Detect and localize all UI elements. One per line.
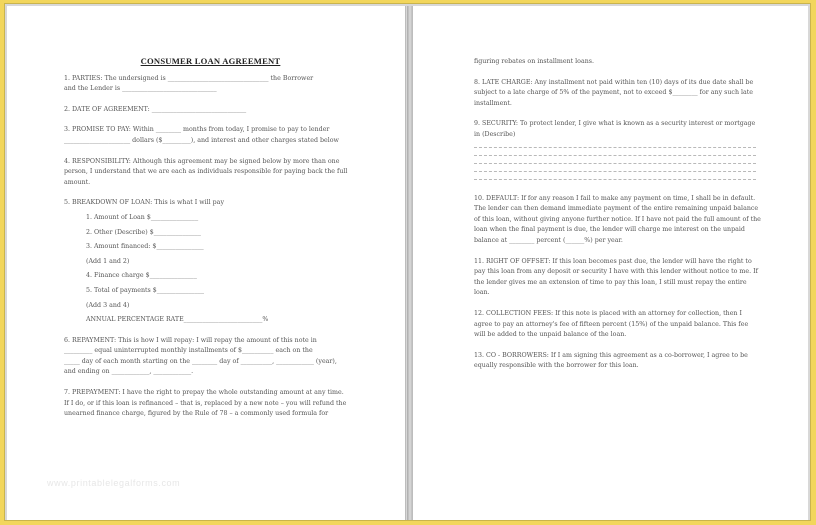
text-line: subject to a late charge of 5% of the payment, not to exceed $________ for any such late: [474, 89, 754, 97]
text-line: 2. DATE OF AGREEMENT: ______________________________: [64, 105, 247, 113]
text-line: equally responsible with the borrower for this loan.: [474, 362, 639, 370]
text-line: person, I understand that we are each as individuals responsible for paying back the full: [64, 168, 348, 176]
text-line: agree to pay an attorney's fee of fifteen percent (15%) of the unpaid balance. This fee: [474, 320, 749, 328]
text-line: 12. COLLECTION FEES: If this note is placed with an attorney for collection, then I: [474, 309, 742, 317]
text-line: 11. RIGHT OF OFFSET: If this loan becomes past due, the lender will have the right to: [474, 257, 752, 265]
section-parties: [64, 74, 391, 95]
document-viewer: [4, 3, 811, 521]
section-prepayment-continued: [474, 57, 768, 68]
section-co-borrowers: [474, 351, 768, 372]
text-line: 1. Amount of Loan $_______________: [86, 213, 199, 221]
text-line: amount.: [64, 178, 91, 186]
text-line: 7. PREPAYMENT: I have the right to prepay the whole outstanding amount at any time.: [64, 389, 344, 397]
text-line: (Add 3 and 4): [86, 301, 130, 309]
watermark: www.printablelegalforms.com: [47, 478, 181, 488]
page-right: [412, 6, 808, 520]
section-prepayment: [64, 388, 391, 420]
text-line: 6. REPAYMENT: This is how I will repay: I will repay the amount of this note in: [64, 336, 317, 344]
text-line: (Add 1 and 2): [86, 257, 130, 265]
text-line: 10. DEFAULT: If for any reason I fail to make any payment on time, I shall be in default.: [474, 194, 756, 202]
text-line: in (Describe): [474, 130, 516, 138]
section-repayment: [64, 336, 391, 378]
text-line: The lender can then demand immediate payment of the entire remaining unpaid balance: [474, 205, 759, 213]
text-line: _____________________ dollars ($_________), and interest and other charges stated below: [64, 136, 339, 144]
text-line: balance at ________ percent (______%) per year.: [474, 236, 623, 244]
section-late-charge: [474, 78, 768, 110]
text-line: 3. PROMISE TO PAY: Within ________ months from today, I promise to pay to lender: [64, 126, 330, 134]
section-responsibility: [64, 157, 391, 189]
text-line: loan when the final payment is due, the lender will charge me interest on the unpaid: [474, 226, 745, 234]
text-line: If I do, or if this loan is refinanced – that is, replaced by a new note – you will refund the: [64, 399, 347, 407]
text-line: and ending on ____________, ____________.: [64, 368, 194, 376]
text-line: pay this loan from any deposit or security I have with this lender without notice to me. If: [474, 268, 758, 276]
blank-line: [474, 171, 756, 172]
section-date: [64, 105, 391, 116]
text-line: and the Lender is ______________________________: [64, 85, 217, 93]
text-line: 9. SECURITY: To protect lender, I give what is known as a security interest or mortgage: [474, 120, 756, 128]
text-line: of this loan, without giving anyone further notice. If I have not paid the full amount of the: [474, 215, 761, 223]
blank-line: [474, 155, 756, 156]
section-promise: [64, 125, 391, 146]
section-collection-fees: [474, 309, 768, 341]
document-title: CONSUMER LOAN AGREEMENT: [140, 56, 281, 66]
text-line: 5. BREAKDOWN OF LOAN: This is what I will pay: [64, 199, 224, 207]
text-line: _____ day of each month starting on the ________ day of __________, ____________ (year),: [64, 357, 337, 365]
section-default: [474, 194, 768, 247]
text-line: the lender gives me an extension of time to pay this loan, I still must repay the entire: [474, 278, 747, 286]
text-line: ANNUAL PERCENTAGE RATE_________________________%: [86, 316, 269, 324]
text-line: loan.: [474, 289, 490, 297]
text-line: 13. CO - BORROWERS: If I am signing this agreement as a co-borrower, I agree to be: [474, 351, 748, 359]
section-breakdown: [64, 198, 391, 325]
text-line: _________ equal uninterrupted monthly installments of $__________ each on the: [64, 347, 313, 355]
blank-line: [474, 147, 756, 148]
blank-line: [474, 163, 756, 164]
text-line: 4. Finance charge $_______________: [86, 272, 197, 280]
text-line: installment.: [474, 99, 512, 107]
page-left: [7, 6, 406, 520]
text-line: unearned finance charge, figured by the Rule of 78 – a commonly used formula for: [64, 410, 329, 418]
text-line: figuring rebates on installment loans.: [474, 58, 595, 65]
text-line: 1. PARTIES: The undersigned is ________________________________ the Borrower: [64, 74, 314, 82]
text-line: 8. LATE CHARGE: Any installment not paid within ten (10) days of its due date shall be: [474, 78, 754, 86]
section-right-of-offset: [474, 257, 768, 299]
blank-line: [474, 179, 756, 180]
section-security: [474, 119, 768, 179]
text-line: 3. Amount financed: $_______________: [86, 243, 204, 251]
text-line: will be added to the unpaid balance of the loan.: [474, 331, 627, 339]
text-line: 5. Total of payments $_______________: [86, 286, 205, 294]
text-line: 4. RESPONSIBILITY: Although this agreement may be signed below by more than one: [64, 157, 340, 165]
text-line: 2. Other (Describe) $_______________: [86, 228, 201, 236]
